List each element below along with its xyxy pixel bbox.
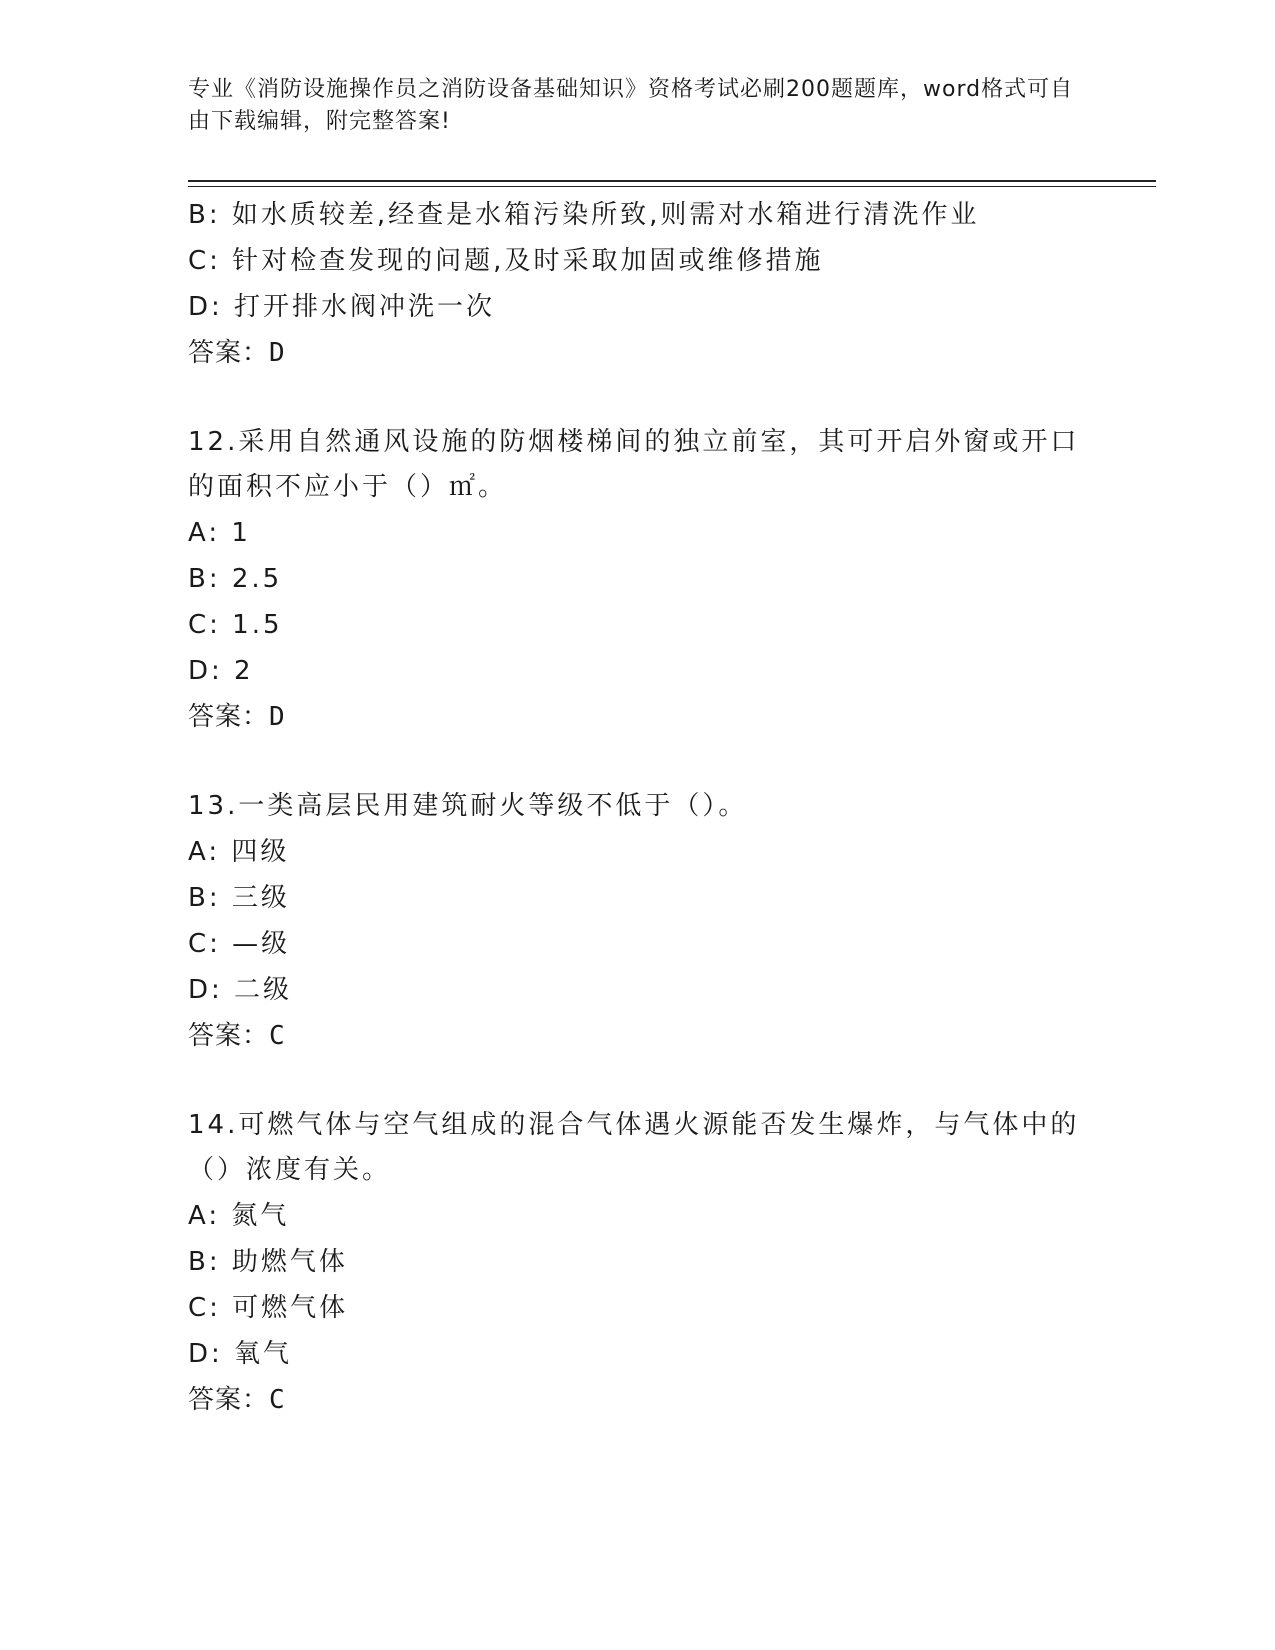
answer-line: 答案：D [188,338,286,368]
question-text: 14.可燃气体与空气组成的混合气体遇火源能否发生爆炸，与气体中的（）浓度有关。 [188,1110,1080,1185]
answer-line: 答案：D [188,702,286,732]
header-rule-thin [188,186,1156,187]
option-b: B: 如水质较差,经查是水箱污染所致,则需对水箱进行清洗作业 [188,200,980,230]
option-c: C: 可燃气体 [188,1293,349,1323]
option-c: C: —级 [188,929,291,959]
option-b: B: 三级 [188,883,290,913]
option-a: A: 1 [188,518,251,548]
header-rule-thick [188,180,1156,182]
option-d: D: 氧气 [188,1339,293,1369]
option-d: D: 二级 [188,975,293,1005]
option-b: B: 助燃气体 [188,1247,348,1277]
question-14 [188,1103,1088,1423]
option-a: A: 四级 [188,837,290,867]
question-12 [188,420,1088,740]
answer-line: 答案：C [188,1021,286,1051]
question-13 [188,784,1088,1059]
option-d: D: 打开排水阀冲洗一次 [188,292,496,322]
option-d: D: 2 [188,656,254,686]
answer-line: 答案：C [188,1385,286,1415]
option-b: B: 2.5 [188,564,283,594]
option-c: C: 1.5 [188,610,283,640]
carryover-block [188,192,1088,376]
document-header: 专业《消防设施操作员之消防设备基础知识》资格考试必刷200题题库，word格式可自由下载编辑，附完整答案! [188,77,1074,134]
option-c: C: 针对检查发现的问题,及时采取加固或维修措施 [188,246,824,276]
question-text: 12.采用自然通风设施的防烟楼梯间的独立前室，其可开启外窗或开口的面积不应小于（）㎡。 [188,427,1080,502]
question-text: 13.一类高层民用建筑耐火等级不低于（）。 [188,791,748,821]
option-a: A: 氮气 [188,1201,290,1231]
question-list [188,192,1088,1423]
